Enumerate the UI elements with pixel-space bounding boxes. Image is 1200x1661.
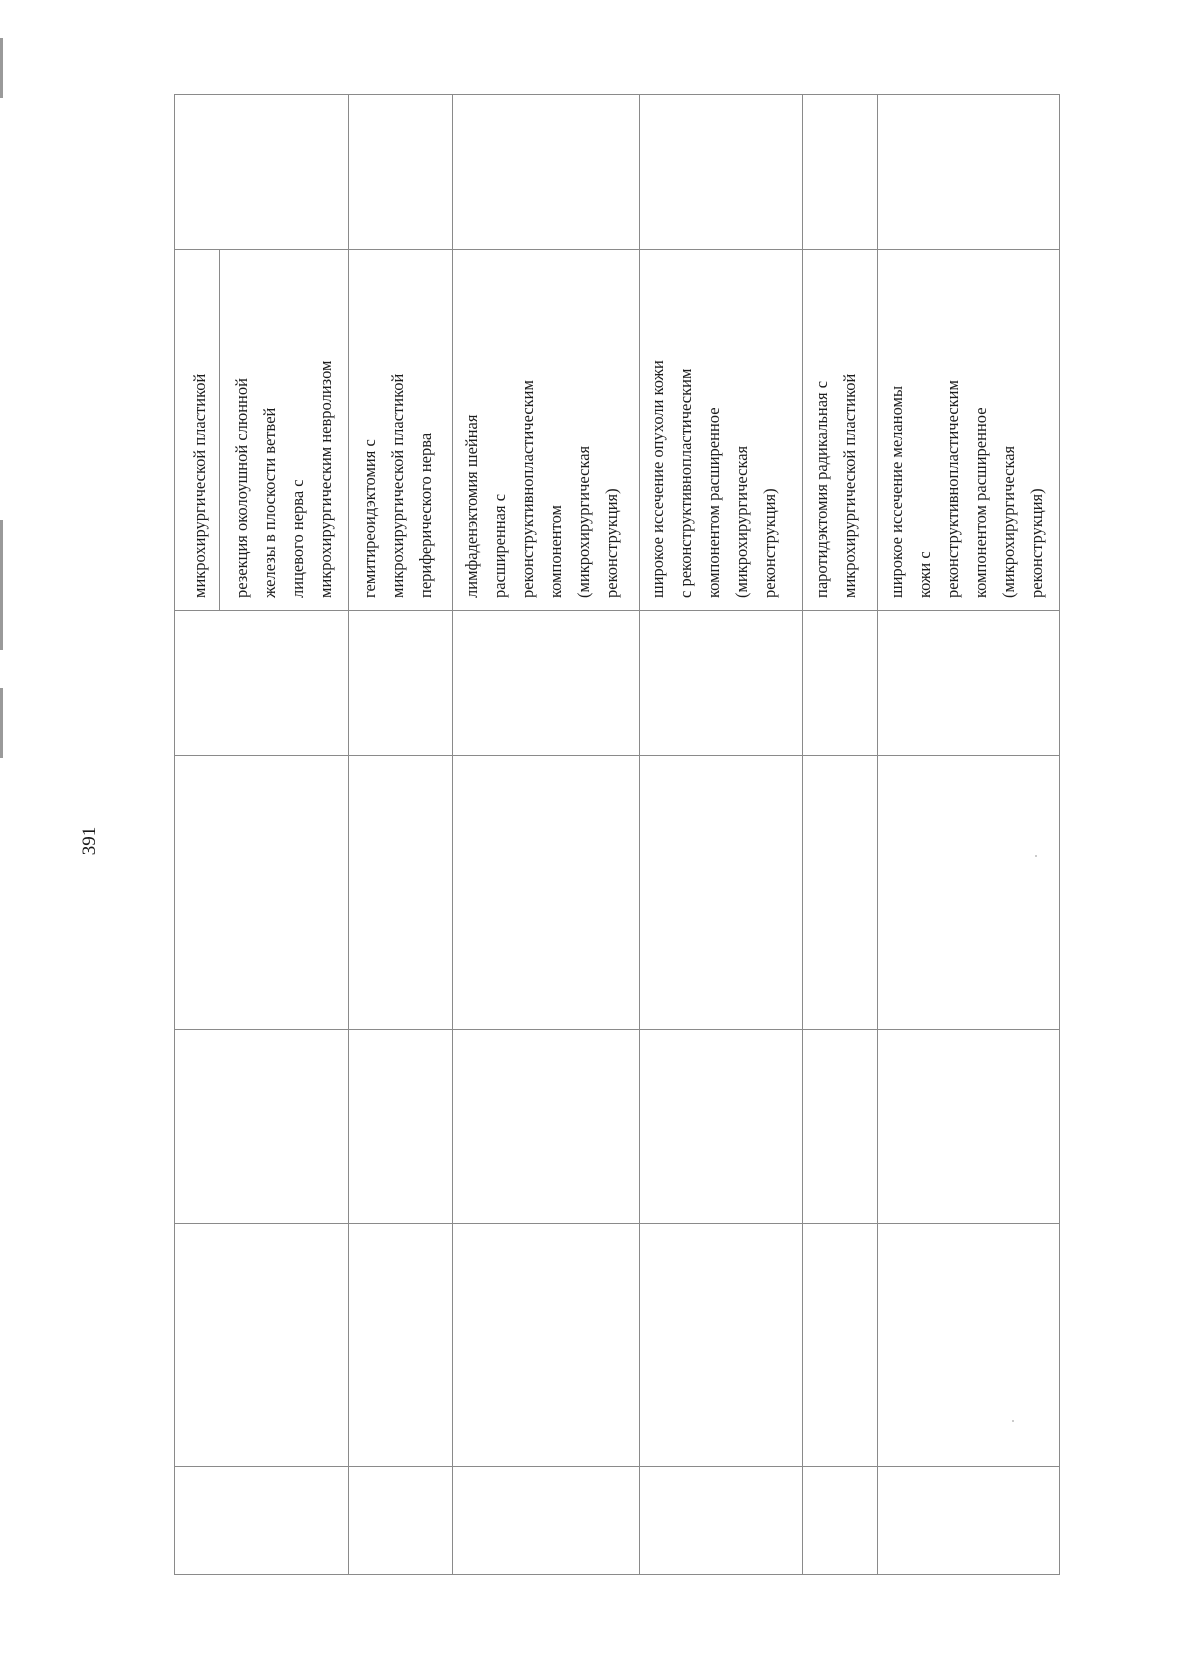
scan-speck [1012,1420,1014,1422]
table-column-divider [174,755,1060,756]
procedure-cell: лимфаденэктомия шейная расширенная с реконструктивнопластическим компонентом (микрохирургическая реконструкция) [462,380,621,598]
table-border [174,1574,1060,1575]
table-row-divider [452,94,453,1575]
procedures-table [174,94,1060,1575]
procedure-cell: паротидэктомия радикальная с микрохирургической пластикой [812,373,859,598]
procedure-cell: широкое иссечение опухоли кожи с реконструктивнопластическим компонентом расширенное (микрохирургическая реконструкция) [648,360,779,598]
table-border [174,94,175,1575]
table-column-divider [174,249,1060,250]
procedure-cell: микрохирургической пластикой [190,373,209,598]
table-border [174,94,1060,95]
table-row-divider [802,94,803,1575]
table-row-divider [877,94,878,1575]
table-column-divider [174,1466,1060,1467]
procedure-cell: гемитиреоидэктомия с микрохирургической пластикой периферического нерва [360,373,435,598]
scan-edge-mark [0,38,3,98]
table-row-divider [348,94,349,1575]
scan-edge-mark [0,520,3,650]
page-number: 391 [79,826,100,856]
table-column-divider [174,1029,1060,1030]
procedure-cell: резекция околоушной слюнной железы в плоскости ветвей лицевого нерва с микрохирургическим невролизом [232,360,335,598]
table-row-divider [639,94,640,1575]
table-subrow-divider [219,249,220,611]
table-column-divider [174,610,1060,611]
procedure-cell: широкое иссечение меланомы кожи с реконструктивнопластическим компонентом расширенное (микрохирургическая реконструкция) [887,380,1046,598]
table-border [1059,94,1060,1575]
scan-edge-mark [0,688,3,758]
table-column-divider [174,1223,1060,1224]
scan-speck [1035,855,1037,857]
